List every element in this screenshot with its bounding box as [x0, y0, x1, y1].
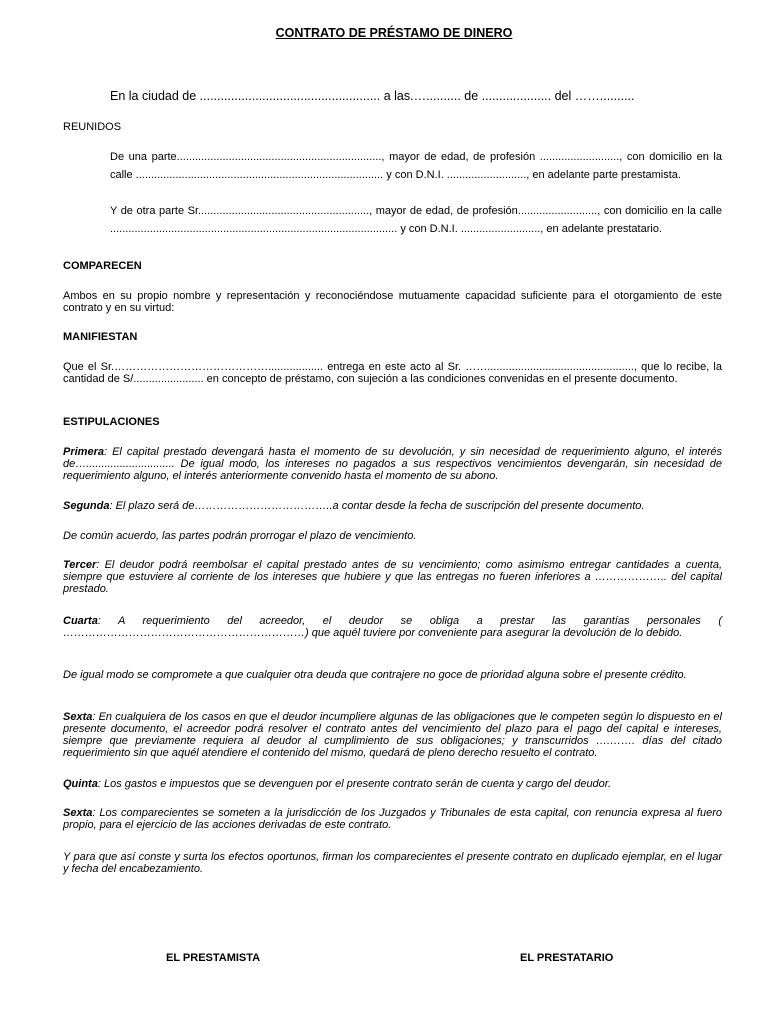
clause-sexta-2 [63, 807, 722, 831]
clause-primera [63, 446, 722, 482]
clause-text: : El deudor podrá reembolsar el capital prestado antes de su vencimiento; como asimismo entregar cantidades a cuenta, siempre que estuviere al corriente de los intereses que hubiere y que las entregas no fueren inferiores a ……………….. del capital prestado. [63, 559, 722, 595]
clause-text: : Los comparecientes se someten a la jurisdicción de los Juzgados y Tribunales de esta capital, con renuncia expresa al fuero propio, para el ejercicio de las acciones derivadas de este contrato. [63, 807, 722, 831]
clause-text: : En cualquiera de los casos en que el deudor incumpliere algunas de las obligaciones que le competen según lo dispuesto en el presente documento, el acreedor podrá resolver el contrato antes del vencimiento del plazo para el pago del capital e intereses, siempre que previamente requiera al deudor al cumplimiento de sus obligaciones; y transcurridos ….……. días del citado requerimiento sin que aquél atendiere el contenido del mismo, quedará de pleno derecho resuelto el contrato. [63, 711, 722, 759]
clause-acuerdo [63, 530, 722, 542]
clause-label: Quinta [63, 778, 98, 790]
comparecen-heading: COMPARECEN [63, 260, 142, 272]
signature-borrower: EL PRESTATARIO [520, 952, 614, 964]
clause-text: De igual modo se compromete a que cualquier otra deuda que contrajere no goce de prioridad alguna sobre el presente crédito. [63, 669, 687, 681]
city-date-line: En la ciudad de .................................................... a las.….......... de .................... del …….......... [110, 89, 635, 103]
reunidos-label: REUNIDOS [63, 121, 122, 133]
manifiestan-text: Que el Sr.…………………………………….................. entrega en este acto al Sr. ……................................................, que lo recibe, la cantidad de S/....................... en concepto de préstamo, con sujeción a las condiciones convenidas en el presente documento. [63, 361, 722, 385]
clause-text: Y para que así conste y surta los efectos oportunos, firman los comparecientes el presente contrato en duplicado ejemplar, en el lugar y fecha del encabezamiento. [63, 851, 722, 875]
clause-label: Primera [63, 446, 104, 458]
clause-label: Sexta [63, 711, 93, 723]
clause-text: De común acuerdo, las partes podrán prorrogar el plazo de vencimiento. [63, 530, 417, 542]
clause-quinta [63, 778, 722, 790]
estipulaciones-heading: ESTIPULACIONES [63, 416, 160, 428]
clause-prioridad [63, 669, 722, 681]
comparecen-text: Ambos en su propio nombre y representación y reconociéndose mutuamente capacidad suficiente para el otorgamiento de este contrato y en su virtud: [63, 290, 722, 314]
party-lender: De una parte..................................................................., mayor de edad, de profesión .........................., con domicilio en la calle ................................................................................. y con D.N.I. .........................., en adelante parte prestamista. [110, 151, 722, 181]
party-borrower: Y de otra parte Sr........................................................, mayor de edad, de profesión.........................., con domicilio en la calle .............................................................................................. y con D.N.I. .........................., en adelante prestatario. [110, 205, 722, 235]
clause-text: : Los gastos e impuestos que se devenguen por el presente contrato serán de cuenta y cargo del deudor. [97, 778, 612, 790]
clause-sexta-1 [63, 711, 722, 759]
clause-label: Cuarta [63, 615, 98, 627]
clause-label: Segunda [63, 500, 110, 512]
signature-lender: EL PRESTAMISTA [166, 952, 261, 964]
clause-text: : El capital prestado devengará hasta el momento de su devolución, y sin necesidad de requerimiento alguno, el interés de…............................. De igual modo, los intereses no pagados a sus respectivos vencimientos devengarán, sin necesidad de requerimiento alguno, el interés anteriormente convenido hasta el momento de su abono. [63, 446, 722, 482]
clause-tercer [63, 559, 722, 595]
clause-segunda [63, 500, 722, 512]
manifiestan-heading: MANIFIESTAN [63, 331, 138, 343]
page-title: CONTRATO DE PRÉSTAMO DE DINERO [275, 26, 513, 40]
clause-label: Sexta [63, 807, 93, 819]
clause-closing [63, 851, 722, 875]
clause-text: : A requerimiento del acreedor, el deudor se obliga a prestar las garantías personales ( …………………………………………………………) que aquél tuviere por conveniente para asegurar la devolución de lo debido. [63, 615, 722, 639]
clause-text: : El plazo será de………………………………..a contar desde la fecha de suscripción del presente documento. [109, 500, 645, 512]
clause-label: Tercer [63, 559, 97, 571]
clause-cuarta [63, 615, 722, 639]
